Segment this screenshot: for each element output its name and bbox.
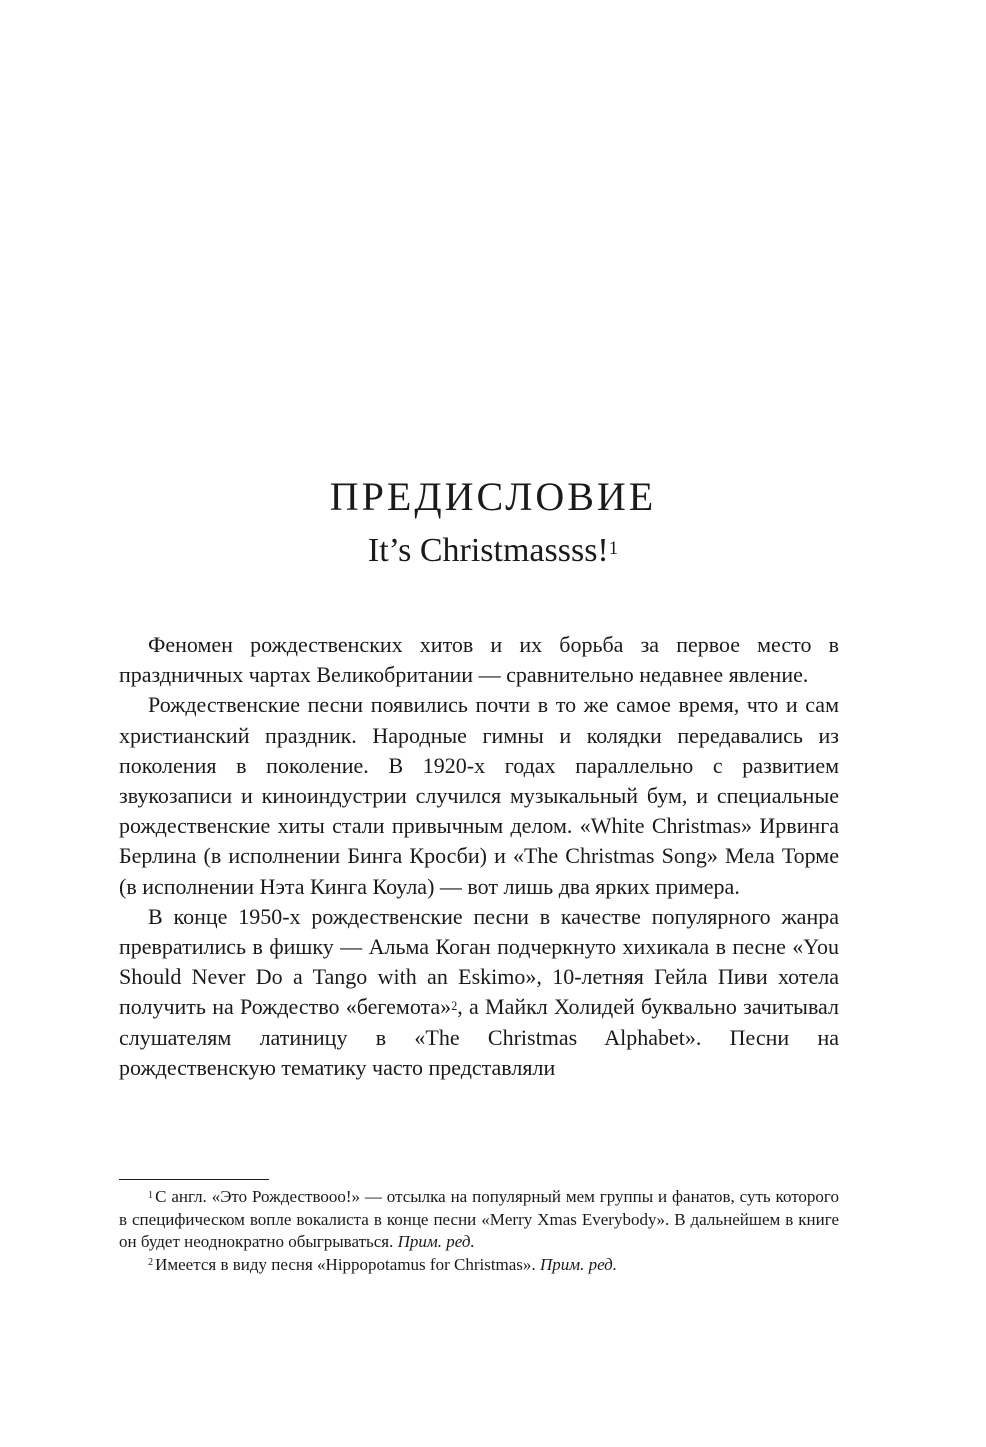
editor-note: Прим. ред. — [397, 1232, 475, 1251]
body-text — [119, 630, 839, 1083]
footnote-divider — [119, 1179, 269, 1180]
footnote-2 — [119, 1254, 839, 1277]
footnote-text: С англ. «Это Рождествооо!» — отсылка на популярный мем группы и фанатов, суть которого в специфическом вопле вокалиста в конце песни «Merry Xmas Everybody». В дальнейшем в книге он будет неоднократно обыгрываться. — [119, 1187, 839, 1251]
paragraph-3-part-a: В конце 1950-х рождественские песни в качестве популярного жанра превратились в фишку — Альма Коган подчеркнуто хихикала в песне «You Should Never Do a Tango with an Eskimo», 10-летняя Гейла Пиви хотела получить на Рождество «бегемота» — [119, 903, 839, 1020]
paragraph-3-part-b: , а Майкл Холидей буквально зачитывал слушателям латиницу в «The Christmas Alphabet». Песни на рождественскую тематику часто представляли — [119, 994, 839, 1080]
editor-note: Прим. ред. — [539, 1254, 618, 1274]
chapter-subtitle-text: It’s Christmassss! — [367, 532, 609, 569]
chapter-title: ПРЕДИСЛОВИЕ — [329, 474, 657, 519]
footnote-ref-2: 2 — [451, 999, 458, 1014]
footnote-number: 2 — [148, 1257, 154, 1269]
chapter-subtitle — [0, 530, 986, 572]
paragraph-2: Рождественские песни появились почти в то же самое время, что и сам христианский праздник. Народные гимны и колядки передавались из поколения в поколение. В 1920-х годах параллельно с развитием звукозаписи и киноиндустрии случился музыкальный бум, и специальные рождественские хиты стали привычным делом. «White Christmas» Ирвинга Берлина (в исполнении Бинга Кросби) и «The Christmas Song» Мела Торме (в исполнении Нэта Кинга Коула) — вот лишь два ярких примера. — [119, 692, 839, 899]
footnote-1 — [119, 1186, 839, 1254]
footnote-text: Имеется в виду песня «Hippopotamus for Christmas». — [155, 1254, 540, 1274]
footnote-ref-1: 1 — [608, 538, 619, 560]
footnote-number: 1 — [148, 1189, 154, 1201]
paragraph-3 — [119, 902, 839, 1083]
paragraph-1: Феномен рождественских хитов и их борьба за первое место в праздничных чартах Великобритании — сравнительно недавнее явление. — [119, 632, 839, 688]
footnotes — [119, 1186, 839, 1276]
